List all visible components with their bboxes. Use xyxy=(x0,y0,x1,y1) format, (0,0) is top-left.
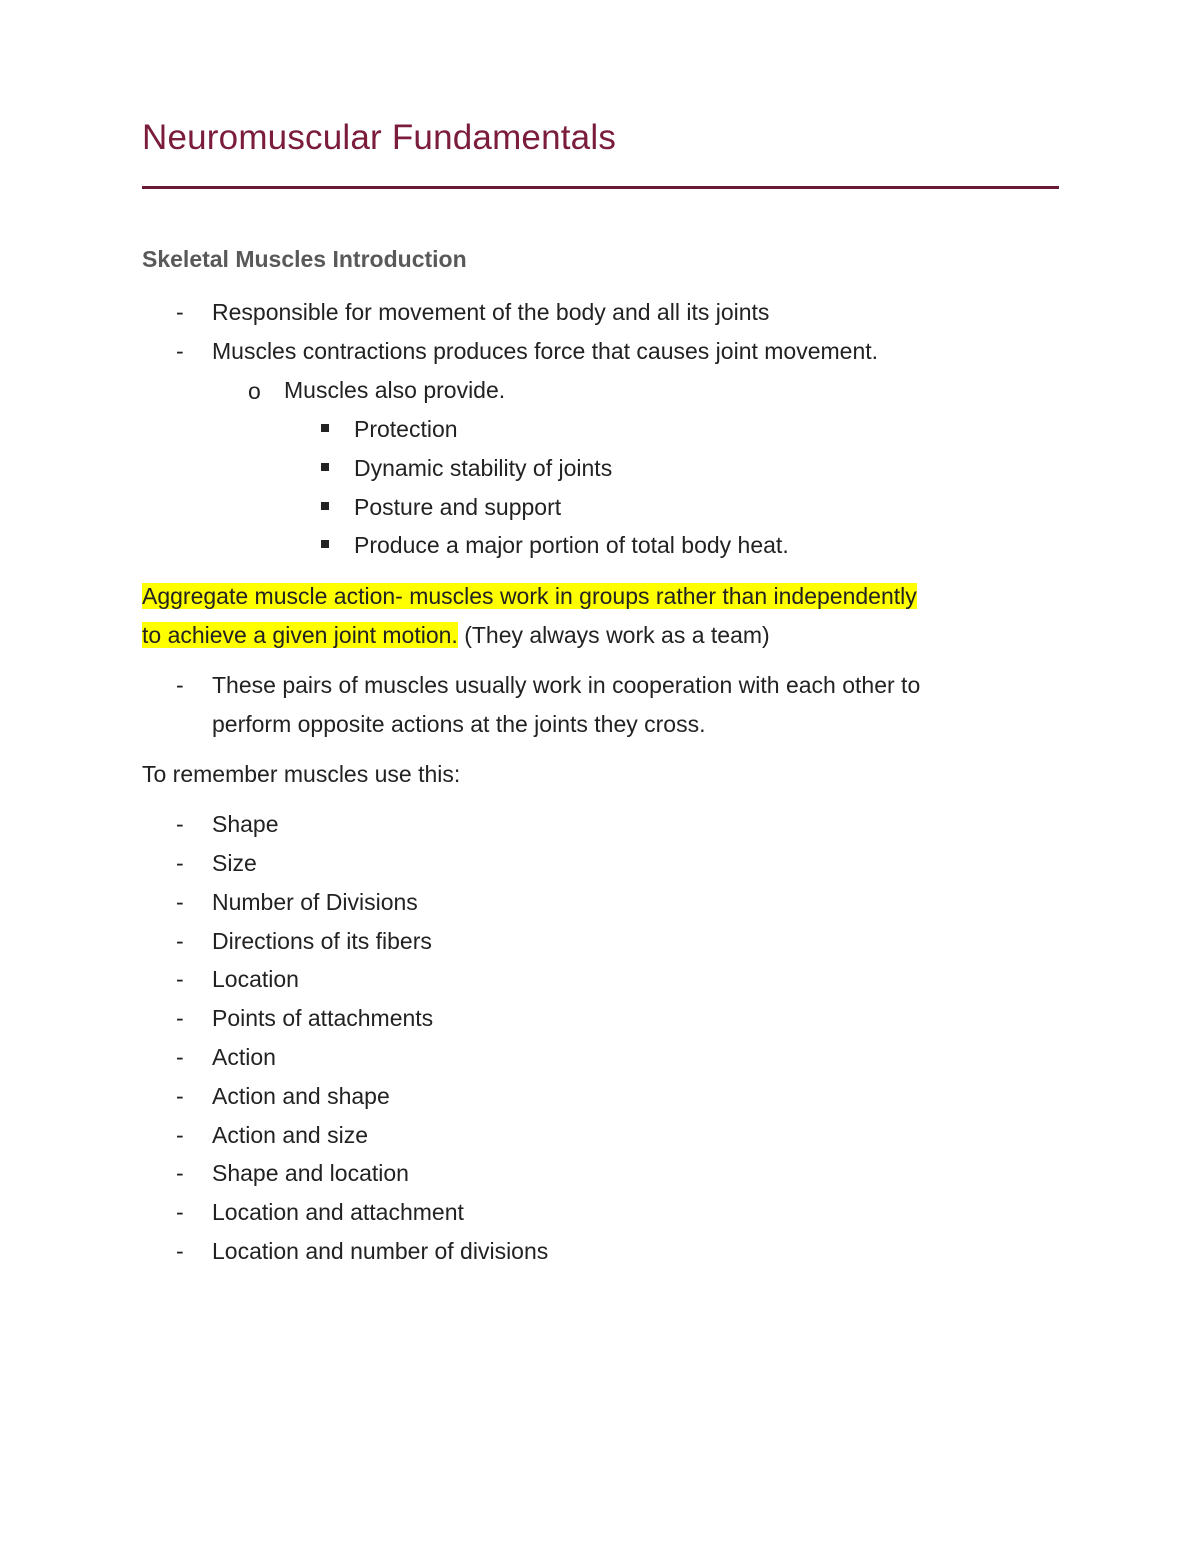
provide-item-text: Dynamic stability of joints xyxy=(354,455,613,481)
intro-bullet-text: Muscles contractions produces force that causes joint movement. xyxy=(212,338,879,364)
square-bullet-icon xyxy=(321,540,329,548)
dash-bullet: - xyxy=(176,1199,184,1225)
dash-bullet: - xyxy=(176,1005,184,1031)
remember-item: Size xyxy=(212,850,257,876)
provide-item-text: Produce a major portion of total body heat. xyxy=(354,532,789,558)
dash-bullet: - xyxy=(176,889,184,915)
dash-bullet: - xyxy=(176,811,184,837)
remember-item: Location xyxy=(212,966,299,992)
remember-item: Shape and location xyxy=(212,1160,409,1186)
aggregate-paragraph-line2 xyxy=(142,621,770,649)
remember-item: Shape xyxy=(212,811,279,837)
aggregate-paragraph-line1 xyxy=(142,582,917,610)
remember-item: Points of attachments xyxy=(212,1005,434,1031)
pairs-bullet-line2: perform opposite actions at the joints they cross. xyxy=(212,711,706,737)
dash-bullet: - xyxy=(176,1083,184,1109)
provide-item-text: Protection xyxy=(354,416,458,442)
remember-item: Action xyxy=(212,1044,276,1070)
square-bullet-icon xyxy=(321,502,329,510)
dash-bullet: - xyxy=(176,299,184,325)
section-heading: Skeletal Muscles Introduction xyxy=(142,246,467,272)
remember-item: Directions of its fibers xyxy=(212,928,432,954)
sub-bullet-text: Muscles also provide. xyxy=(284,377,506,403)
pairs-bullet-line1: These pairs of muscles usually work in cooperation with each other to xyxy=(212,672,921,698)
remember-item: Action and size xyxy=(212,1122,368,1148)
dash-bullet: - xyxy=(176,672,184,698)
team-note: (They always work as a team) xyxy=(457,622,770,648)
dash-bullet: - xyxy=(176,928,184,954)
title-underline xyxy=(142,186,1059,189)
remember-item: Action and shape xyxy=(212,1083,390,1109)
intro-bullet-text: Responsible for movement of the body and all its joints xyxy=(212,299,770,325)
remember-item: Location and number of divisions xyxy=(212,1238,549,1264)
remember-item: Location and attachment xyxy=(212,1199,464,1225)
square-bullet-icon xyxy=(321,424,329,432)
highlighted-definition: Aggregate muscle action- muscles work in groups rather than independently xyxy=(142,583,917,609)
dash-bullet: - xyxy=(176,1044,184,1070)
dash-bullet: - xyxy=(176,1122,184,1148)
document-title: Neuromuscular Fundamentals xyxy=(142,118,617,157)
remember-item: Number of Divisions xyxy=(212,889,418,915)
dash-bullet: - xyxy=(176,966,184,992)
square-bullet-icon xyxy=(321,463,329,471)
provide-item-text: Posture and support xyxy=(354,494,562,520)
dash-bullet: - xyxy=(176,1238,184,1264)
dash-bullet: - xyxy=(176,338,184,364)
dash-bullet: - xyxy=(176,1160,184,1186)
dash-bullet: - xyxy=(176,850,184,876)
remember-intro: To remember muscles use this: xyxy=(142,761,461,787)
circle-bullet: o xyxy=(248,378,261,404)
highlighted-definition: to achieve a given joint motion. xyxy=(142,622,458,648)
